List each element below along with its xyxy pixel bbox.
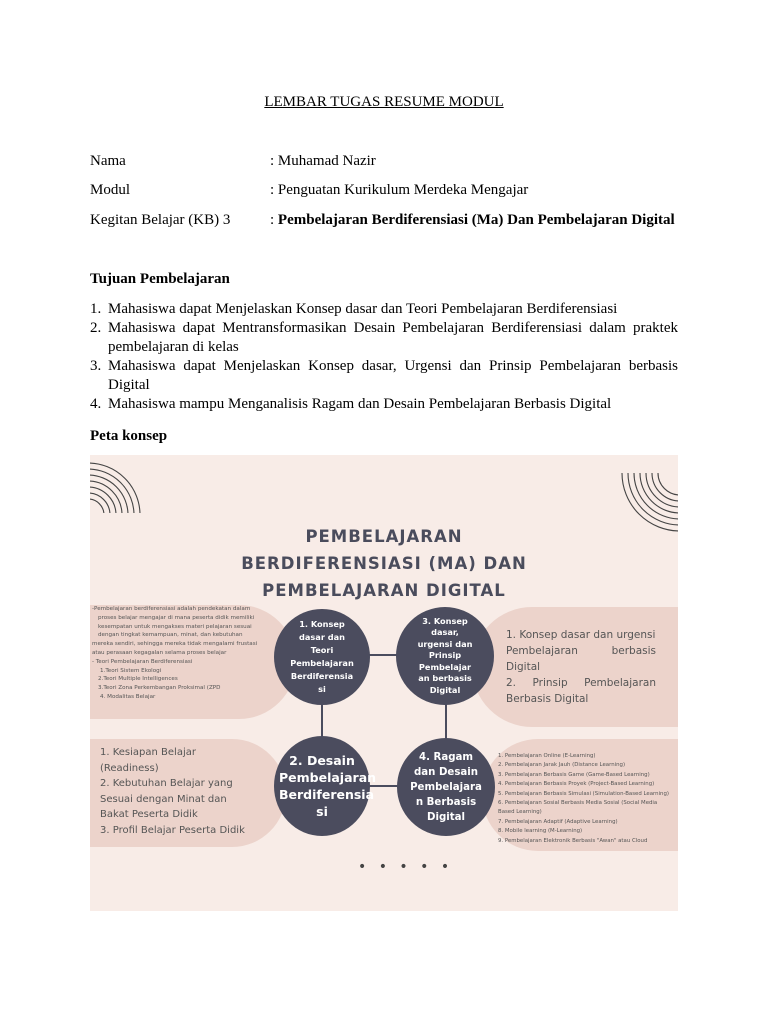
item-text: Mahasiswa dapat Menjelaskan Konsep dasar dan Teori Pembelajaran Berdiferensiasi <box>108 301 618 317</box>
map-title-line: PEMBELAJARAN <box>305 527 463 546</box>
item-number: 2. <box>90 320 102 336</box>
page-title: LEMBAR TUGAS RESUME MODUL <box>264 94 504 110</box>
goals-list <box>90 300 678 414</box>
pagination-dots: • • • • • <box>358 859 454 875</box>
circle-label: 2. Desain Pembelajaran Berdiferensia si <box>279 753 377 819</box>
concept-circle-1 <box>274 609 370 705</box>
map-heading: Peta konsep <box>90 428 168 444</box>
text-line: -Pembelajaran berdiferensiasi adalah pendekatan dalam <box>92 606 251 612</box>
identity-label: Kegitan Belajar (KB) 3 <box>90 212 231 228</box>
text-line: 2.Teori Multiple Intelligences <box>98 676 178 683</box>
text-line: Pembelajaran berbasis <box>506 645 656 657</box>
text-line: dengan tingkat kemampuan, minat, dan kebutuhan <box>98 632 243 639</box>
list-item <box>90 319 678 357</box>
text-line: proses belajar mengajar di mana peserta didik memiliki <box>98 614 255 621</box>
list-item <box>90 357 678 395</box>
list-item <box>90 395 678 414</box>
identity-value: : Muhamad Nazir <box>270 153 376 169</box>
corner-arcs-right <box>605 455 678 533</box>
text-line: 1. Konsep dasar dan urgensi <box>506 629 656 641</box>
text-line: Berbasis Digital <box>506 693 589 705</box>
item-number: 3. <box>90 358 102 374</box>
text-line: 9. Pembelajaran Elektronik Berbasis "Awan" atau Cloud <box>498 837 648 844</box>
text-line: Bakat Peserta Didik <box>100 809 198 820</box>
identity-value: : Penguatan Kurikulum Merdeka Mengajar <box>270 182 529 198</box>
text-line: 3.Teori Zona Perkembangan Proksimal (ZPD <box>98 685 221 692</box>
map-title-line: PEMBELAJARAN DIGITAL <box>262 581 506 600</box>
text-line: 3. Pembelajaran Berbasis Game (Game-Based Learning) <box>498 771 650 778</box>
pill-text-bottom-right <box>498 752 678 846</box>
map-title-line: BERDIFERENSIASI (MA) DAN <box>241 554 527 573</box>
item-text: Mahasiswa dapat Menjelaskan Konsep dasar, Urgensi dan Prinsip Pembelajaran berbasis Digital <box>108 358 678 393</box>
text-line: mereka sendiri, sehingga mereka tidak mengalami frustasi <box>92 641 258 648</box>
text-line: 5. Pembelajaran Berbasis Simulasi (Simulation-Based Learning) <box>498 790 670 797</box>
text-line: 4. Pembelajaran Berbasis Proyek (Project-Based Learning) <box>498 781 655 788</box>
goals-heading: Tujuan Pembelajaran <box>90 271 230 287</box>
identity-prefix: : <box>270 212 278 228</box>
text-line: 2. Pembelajaran Jarak Jauh (Distance Learning) <box>498 762 626 769</box>
text-line: 7. Pembelajaran Adaptif (Adaptive Learning) <box>498 818 618 825</box>
text-line: (Readiness) <box>100 762 159 774</box>
text-line: Sesuai dengan Minat dan <box>100 793 227 805</box>
text-line: 8. Mobile learning (M-Learning) <box>498 828 583 835</box>
identity-label: Modul <box>90 182 131 198</box>
item-number: 1. <box>90 301 102 317</box>
text-line: 4. Modalitas Belajar <box>100 693 156 700</box>
concept-circle-2 <box>274 736 377 836</box>
corner-arcs-left <box>90 455 158 513</box>
identity-value: Pembelajaran Berdiferensiasi (Ma) Dan Pembelajaran Digital <box>277 212 675 228</box>
item-number: 4. <box>90 396 102 412</box>
text-line: 1. Kesiapan Belajar <box>100 747 196 758</box>
connector-top <box>366 654 400 656</box>
identity-value-wrap <box>270 212 675 229</box>
text-line: Based Learning) <box>498 809 542 816</box>
text-line: 3. Profil Belajar Peserta Didik <box>100 824 245 836</box>
circle-label: 3. Konsep dasar, urgensi dan Prinsip Pembelajar an berbasis Digital <box>417 616 473 695</box>
text-line: kesempatan untuk mengakses materi pelajaran sesuai <box>98 623 252 630</box>
item-text: Mahasiswa mampu Menganalisis Ragam dan Desain Pembelajaran Berbasis Digital <box>108 396 612 412</box>
text-line: 2. Prinsip Pembelajaran <box>506 677 656 689</box>
map-title <box>90 523 678 604</box>
identity-label: Nama <box>90 153 126 169</box>
text-line: - Teori Pembelajaran Berdiferensiasi <box>92 658 193 665</box>
circle-label: 1. Konsep dasar dan Teori Pembelajaran Berdiferensia si <box>290 619 354 694</box>
text-line: atau perasaan kegagalan selama proses belajar <box>92 649 227 656</box>
circle-label: 4. Ragam dan Desain Pembelajara n Berbasis Digital <box>410 751 482 823</box>
concept-circle-3 <box>396 607 494 705</box>
concept-map <box>90 455 678 911</box>
text-line: 2. Kebutuhan Belajar yang <box>100 778 233 789</box>
pill-text-top-right <box>506 627 656 707</box>
pill-text-top-left <box>92 605 292 702</box>
text-line: 1. Pembelajaran Online (E-Learning) <box>498 753 596 759</box>
item-text: Mahasiswa dapat Mentransformasikan Desain Pembelajaran Berdiferensiasi dalam praktek pembelajaran di kelas <box>108 320 678 355</box>
text-line: Digital <box>506 661 541 673</box>
list-item <box>90 300 678 319</box>
concept-circle-4 <box>397 738 495 836</box>
pill-text-bottom-left <box>100 745 280 838</box>
text-line: 1.Teori Sistem Ekologi <box>100 667 162 674</box>
text-line: 6. Pembelajaran Sosial Berbasis Media Sosial (Social Media <box>498 800 658 807</box>
